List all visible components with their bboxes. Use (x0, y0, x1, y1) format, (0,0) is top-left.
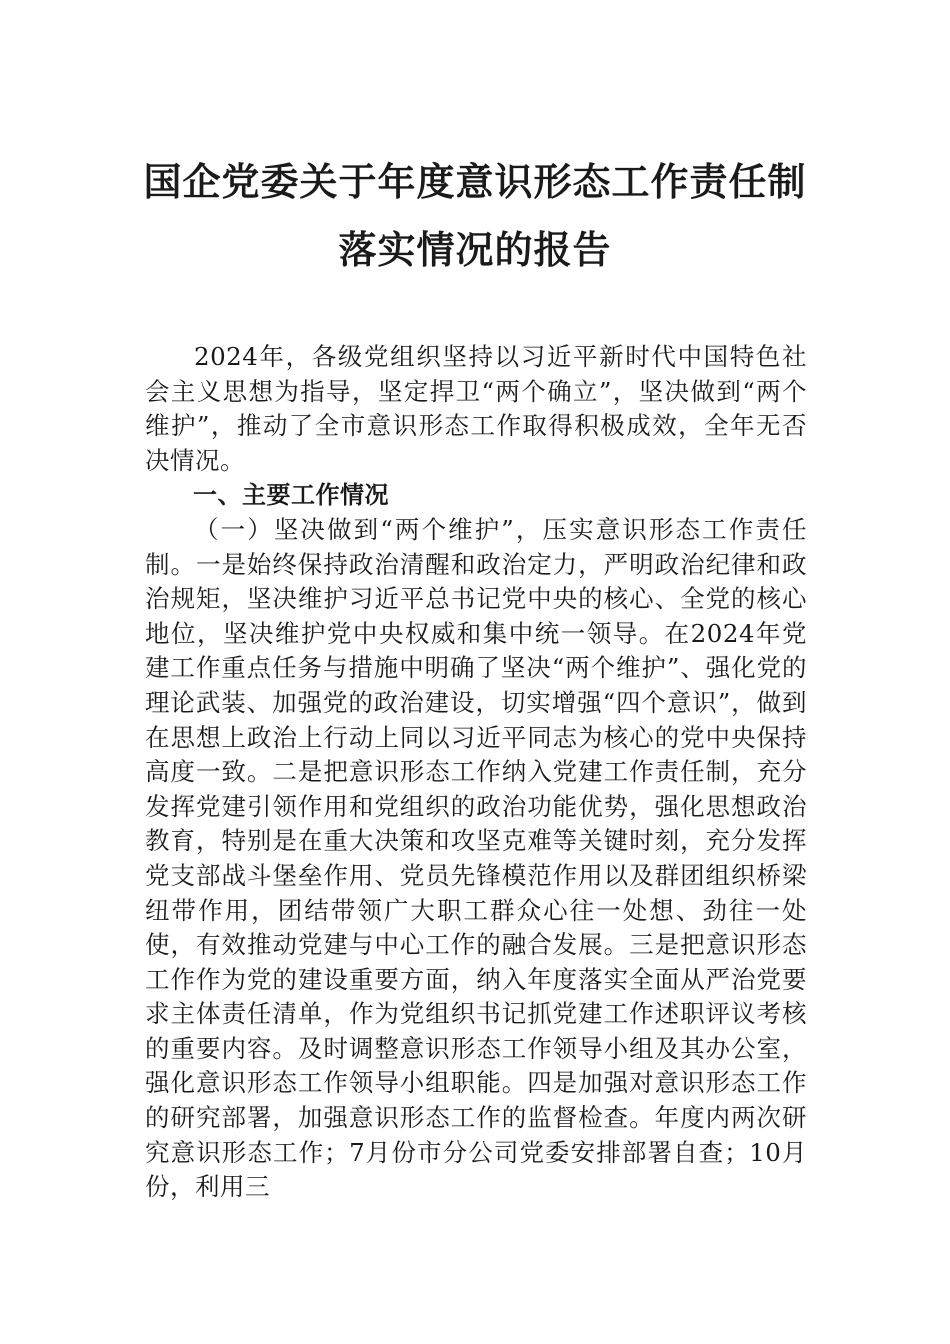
section-heading: 一、主要工作情况 (193, 481, 389, 510)
intro-paragraph: 2024年，各级党组织坚持以习近平新时代中国特色社会主义思想为指导，坚定捍卫“两个确立”，坚决做到“两个维护”，推动了全市意识形态工作取得积极成效，全年无否决情况。 (145, 342, 807, 475)
subsection-paragraph (145, 513, 807, 1205)
subsection-body: 一是始终保持政治清醒和政治定力，严明政治纪律和政治规矩，坚决维护习近平总书记党中央的核心、全党的核心地位，坚决维护党中央权威和集中统一领导。在2024年党建工作重点任务与措施中明确了坚决“两个维护”、强化党的理论武装、加强党的政治建设，切实增强“四个意识”，做到在思想上政治上行动上同以习近平同志为核心的党中央保持高度一致。二是把意识形态工作纳入党建工作责任制，充分发挥党建引领作用和党组织的政治功能优势，强化思想政治教育，特别是在重大决策和攻坚克难等关键时刻，充分发挥党支部战斗堡垒作用、党员先锋模范作用以及群团组织桥梁纽带作用，团结带领广大职工群众心往一处想、劲往一处使，有效推动党建与中心工作的融合发展。三是把意识形态工作作为党的建设重要方面，纳入年度落实全面从严治党要求主体责任清单，作为党组织书记抓党建工作述职评议考核的重要内容。及时调整意识形态工作领导小组及其办公室，强化意识形态工作领导小组职能。四是加强对意识形态工作的研究部署，加强意识形态工作的监督检查。年度内两次研究意识形态工作；7月份市分公司党委安排部署自查；10月份，利用三 (145, 549, 808, 1202)
subsection-title: （一）坚决做到“两个维护”，压实意识形态工作责任制。 (145, 514, 807, 579)
document-body (145, 340, 807, 1205)
document-title: 国企党委关于年度意识形态工作责任制落实情况的报告 (143, 160, 807, 272)
